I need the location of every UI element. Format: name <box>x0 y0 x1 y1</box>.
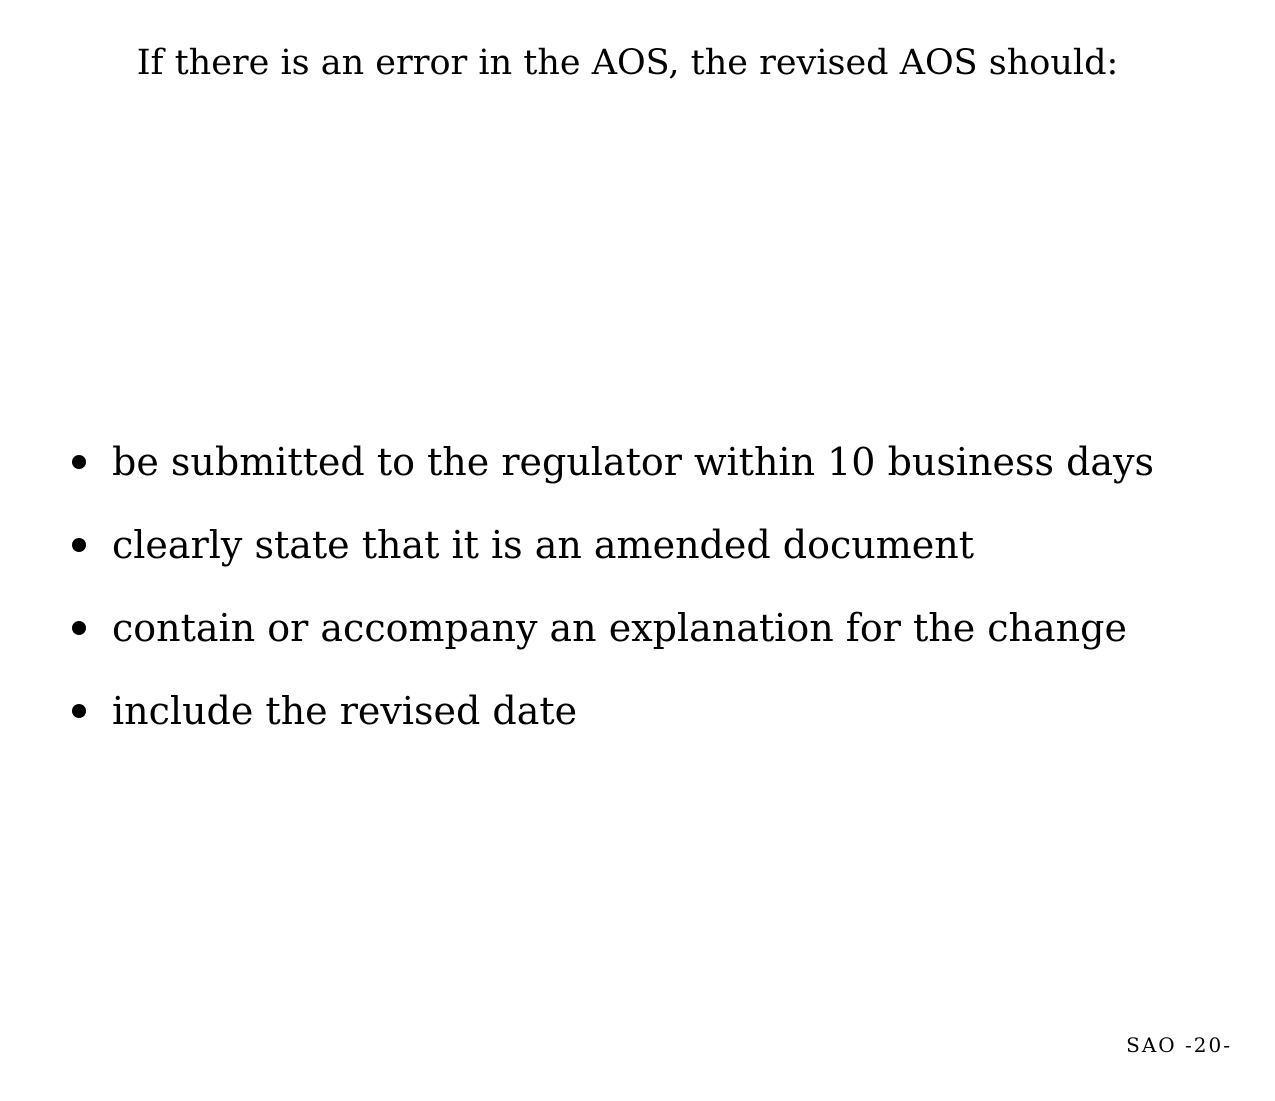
list-item-text: clearly state that it is an amended document <box>112 522 974 567</box>
page-footer-label: SAO -20- <box>1126 1033 1232 1057</box>
bullet-icon <box>72 455 86 469</box>
list-item <box>62 503 1154 586</box>
bullet-icon <box>72 538 86 552</box>
list-item-text: contain or accompany an explanation for the change <box>112 605 1127 650</box>
bullet-list <box>62 420 1154 752</box>
list-item <box>62 420 1154 503</box>
bullet-icon <box>72 621 86 635</box>
list-item-text: be submitted to the regulator within 10 business days <box>112 439 1155 484</box>
list-item <box>62 586 1154 669</box>
bullet-icon <box>72 704 86 718</box>
list-item-text: include the revised date <box>112 688 578 733</box>
list-item <box>62 669 1154 752</box>
page-heading: If there is an error in the AOS, the revised AOS should: <box>136 43 1119 83</box>
